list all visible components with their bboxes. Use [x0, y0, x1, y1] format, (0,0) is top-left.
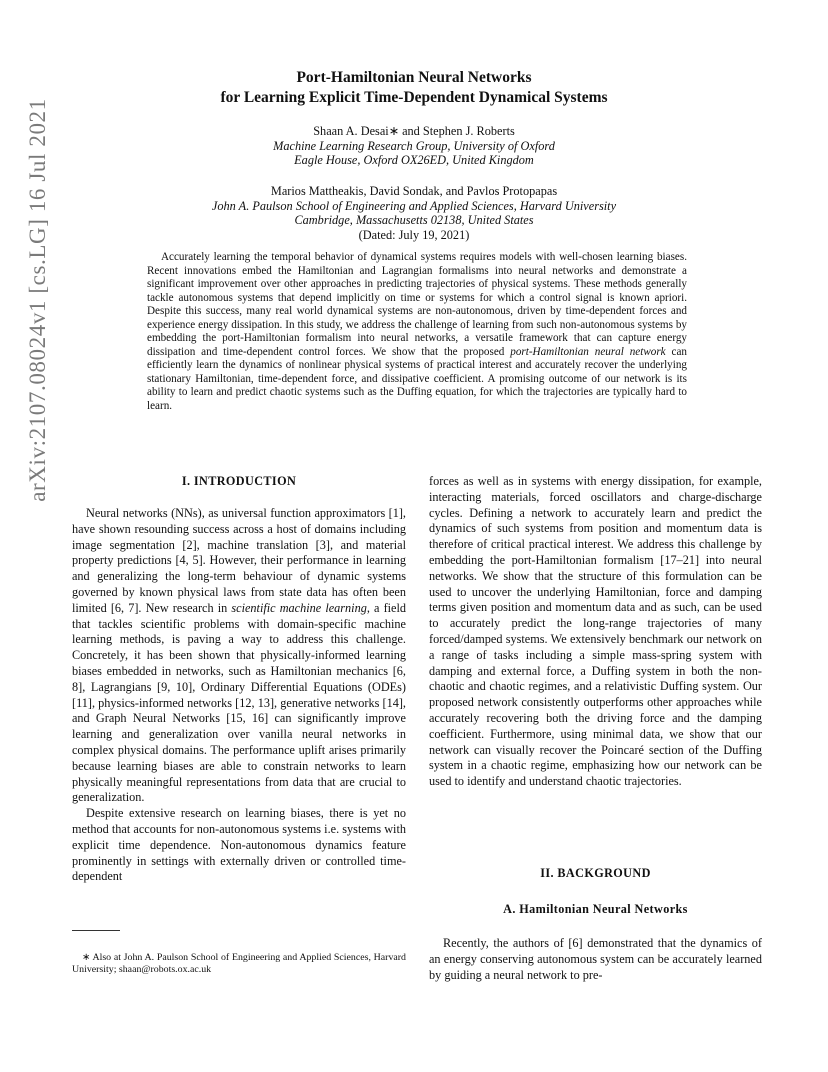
affiliation-2a: John A. Paulson School of Engineering and Applied Sciences, Harvard University: [211, 198, 617, 213]
arxiv-stamp-text: arXiv:2107.08024v1 [cs.LG] 16 Jul 2021: [25, 98, 50, 502]
left-column: [72, 506, 406, 885]
abstract: [147, 251, 687, 414]
section-heading-background: II. BACKGROUND: [540, 866, 651, 880]
background-column: [429, 936, 762, 983]
abstract-text-1: Accurately learning the temporal behavior of dynamical systems requires models with well-chosen learning biases. Recent innovations embed the Hamiltonian and Lagrangian formalisms into neural networks and demonstrate a significant improvement over other approaches in predicting trajectories of physical systems. These methods generally tackle autonomous systems that depend implicitly on time or systems for which a control signal is known apriori. Despite this success, many real world dynamical systems are non-autonomous, driven by time-dependent forces and experience energy dissipation. In this study, we address the challenge of learning from such non-autonomous systems by embedding the port-Hamiltonian formalism into neural networks, a versatile framework that can capture energy dissipation and time-dependent control forces. We show that the proposed: [147, 251, 687, 358]
intro-p1-emphasis: scientific machine learning: [231, 600, 367, 615]
dated-line: (Dated: July 19, 2021): [358, 227, 470, 242]
intro-paragraph-2: Despite extensive research on learning biases, there is yet no method that accounts for non-autonomous systems i.e. systems with explicit time dependence. Non-autonomous dynamics feature prominently in settings with externally driven or controlled time-dependent: [72, 806, 406, 884]
author-block-1: [0, 124, 828, 168]
author-block-2: [0, 184, 828, 242]
abstract-emphasis: port-Hamiltonian neural network: [510, 345, 666, 358]
section-heading-introduction: I. INTRODUCTION: [181, 474, 297, 488]
affiliation-1b: Eagle House, Oxford OX26ED, United Kingdom: [294, 153, 534, 167]
abstract-text-2: can efficiently learn the dynamics of nonlinear physical systems of practical interest and accurately recover the underlying stationary Hamiltonian, time-dependent force, and dissipative coefficient. A promising outcome of our network is its ability to learn and predict chaotic systems such as the Duffing equation, for which the trajectories are typically hard to learn.: [147, 345, 687, 413]
title-line-2: for Learning Explicit Time-Dependent Dynamical Systems: [220, 89, 608, 106]
footnote: ∗ Also at John A. Paulson School of Engineering and Applied Sciences, Harvard University; shaan@robots.ox.ac.uk: [72, 952, 406, 976]
intro-paragraph-1: [72, 506, 406, 806]
paper-title: [0, 68, 828, 108]
intro-p1-text-a: Neural networks (NNs), as universal function approximators [1], have shown resounding success across a host of domains including image segmentation [2], machine translation [3], and material property predictions [4, 5]. However, their performance in learning and generalizing the long-term behaviour of dynamic systems governed by known physical laws from state data has often been limited [6, 7]. New research in: [72, 506, 406, 615]
author-names-2: Marios Mattheakis, David Sondak, and Pavlos Protopapas: [270, 184, 558, 198]
footnote-rule: [72, 930, 120, 931]
affiliation-2b: Cambridge, Massachusetts 02138, United States: [294, 213, 534, 227]
intro-p1-text-b: , a field that tackles scientific problems with domain-specific machine learning methods, is paving a way to address this challenge. Concretely, it has been shown that physically-informed learning biases embedded in networks, such as Hamiltonian mechanics [6, 8], Lagrangians [9, 10], Ordinary Differential Equations (ODEs) [11], physics-informed networks [12, 13], generative networks [14], and Graph Neural Networks [15, 16] can significantly improve learning and generalization over vanilla neural networks in complex physical domains. The performance uplift arises primarily because learning biases are able to constrain networks to learn physically meaningful representations from data that are crucial to generalization.: [72, 600, 407, 805]
intro-paragraph-3: forces as well as in systems with energy dissipation, for example, interacting materials, forced oscillators and charge-discharge cycles. Defining a network to accurately learn and predict the dynamics of such systems from position and momentum data is therefore of critical practical interest. We address this challenge by embedding the port-Hamiltonian formalism [17–21] into neural networks. We show that the structure of this formulation can be used to uncover the underlying Hamiltonian, force and damping terms given position and momentum data and as such, can be used to accurately predict the long-range trajectories of many forced/damped systems. We extensively benchmark our network on a range of tasks including a simple mass-spring system with damping and external force, a Duffing system in both the non-chaotic and chaotic regimes, and a relativistic Duffing system. Our proposed network consistently outperforms other approaches while accurately recovering both the driving force and the damping coefficient. Furthermore, using minimal data, we show that our network can visually recover the Poincaré section of the Duffing system in a chaotic regime, emphasizing how our network can be used to identify and understand chaotic trajectories.: [429, 474, 762, 789]
right-column: [429, 474, 762, 790]
author-names-1: Shaan A. Desai∗ and Stephen J. Roberts: [313, 124, 515, 138]
background-paragraph-1: Recently, the authors of [6] demonstrated that the dynamics of an energy conserving autonomous system can be accurately learned by guiding a neural network to pre-: [429, 936, 762, 982]
affiliation-1a: Machine Learning Research Group, University of Oxford: [273, 138, 555, 153]
subsection-heading-hnn: A. Hamiltonian Neural Networks: [503, 902, 688, 916]
title-line-1: Port-Hamiltonian Neural Networks: [296, 69, 532, 86]
